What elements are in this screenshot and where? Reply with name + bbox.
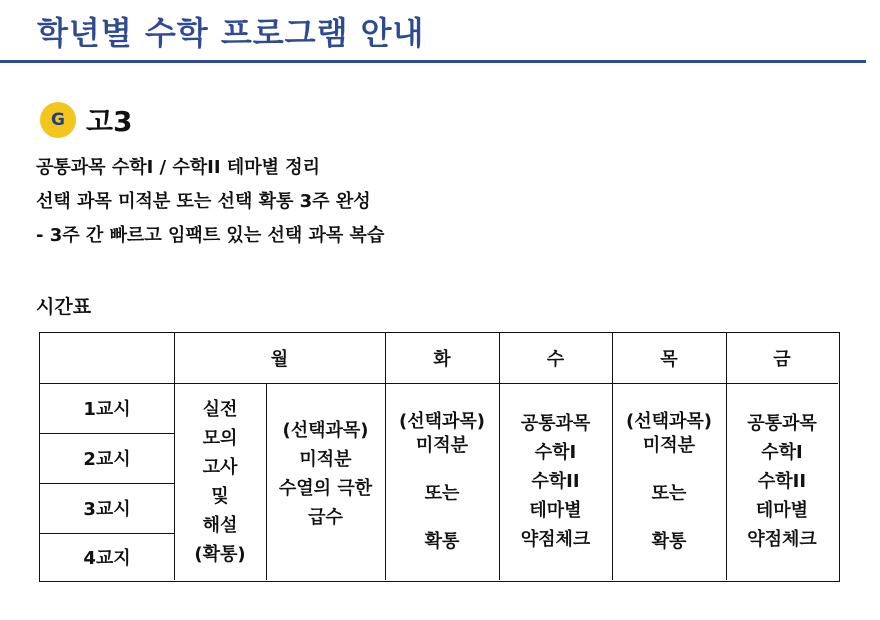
fri-cell: 공통과목 수학I 수학II 테마별 약점체크: [747, 413, 817, 550]
mon-cell-calculus: (선택과목) 미적분 수열의 극한 급수: [278, 419, 373, 528]
period-label: 3교시: [83, 499, 131, 520]
period-label: 4교지: [83, 547, 131, 569]
day-header-wed: 수: [546, 349, 565, 370]
period-label: 2교시: [83, 449, 131, 470]
schedule-label: 시간표: [36, 296, 92, 318]
wed-cell: 공통과목 수학I 수학II 테마별 약점체크: [520, 413, 591, 550]
page-title: 학년별 수학 프로그램 안내: [37, 14, 425, 52]
grade-title: 고3: [86, 105, 133, 138]
badge-letter: G: [51, 110, 65, 130]
day-header-tue: 화: [433, 349, 451, 370]
description-line: - 3주 간 빠르고 임팩트 있는 선택 과목 복습: [36, 225, 385, 246]
tue-cell: (선택과목) 미적분 또는 확통: [398, 410, 485, 552]
day-header-fri: 금: [773, 349, 791, 370]
title-divider: [0, 60, 866, 63]
grade-badge-icon: [40, 102, 76, 138]
program-description: [36, 151, 384, 253]
description-line: 공통과목 수학I / 수학II 테마별 정리: [36, 157, 321, 178]
period-label: 1교시: [83, 399, 131, 420]
day-header-mon: 월: [270, 349, 289, 370]
day-header-thu: 목: [660, 349, 678, 370]
schedule-table: [39, 332, 840, 582]
description-line: 선택 과목 미적분 또는 선택 확통 3주 완성: [36, 191, 371, 212]
mon-cell-mock-exam: 실전 모의 고사 및 해설 (확통): [194, 398, 246, 565]
thu-cell: (선택과목) 미적분 또는 확통: [625, 410, 712, 552]
